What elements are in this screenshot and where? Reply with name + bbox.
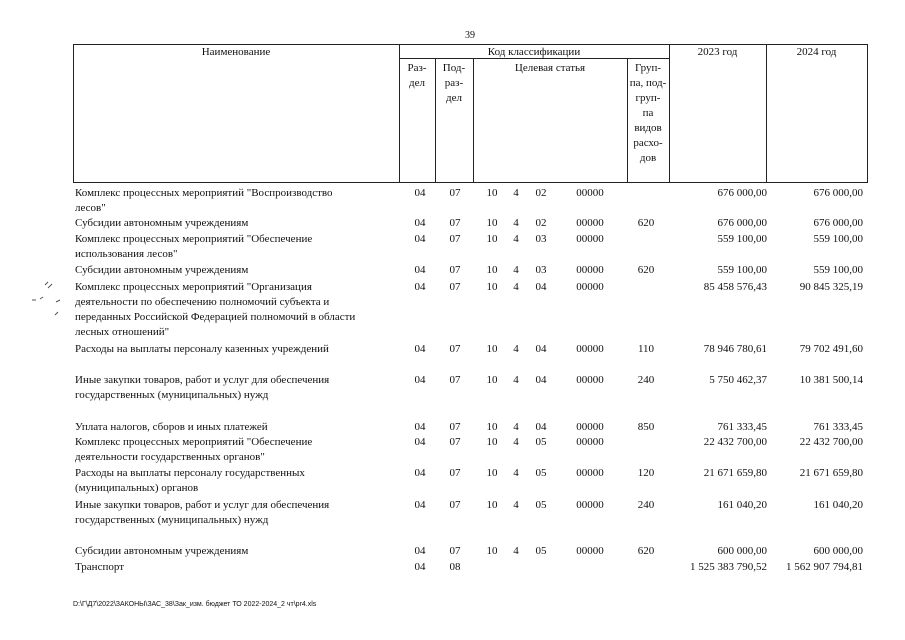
row-cs-code: 00000	[576, 264, 604, 276]
row-group: 620	[637, 264, 655, 276]
row-2024: 600 000,00	[813, 545, 863, 557]
row-podrazdel: 07	[449, 374, 461, 386]
row-cs-item: 05	[535, 499, 547, 511]
row-podrazdel: 07	[449, 421, 461, 433]
row-2023: 676 000,00	[717, 217, 767, 229]
row-2024: 559 100,00	[813, 233, 863, 245]
header-razdel: Раз- дел	[407, 62, 427, 89]
row-cs-type: 4	[513, 264, 519, 276]
row-group: 120	[637, 467, 655, 479]
row-name: Уплата налогов, сборов и иных платежей	[75, 421, 268, 433]
row-group: 620	[637, 217, 655, 229]
row-podrazdel: 07	[449, 187, 461, 199]
header-celevaya: Целевая статья	[514, 62, 586, 74]
row-razdel: 04	[414, 233, 426, 245]
row-razdel: 04	[414, 264, 426, 276]
row-cs-type: 4	[513, 233, 519, 245]
row-cs-item: 02	[535, 187, 547, 199]
row-name: Субсидии автономным учреждениям	[75, 217, 249, 229]
row-razdel: 04	[414, 467, 426, 479]
row-cs-item: 03	[535, 233, 547, 245]
row-cs-item: 04	[535, 281, 547, 293]
row-cs-program: 10	[486, 264, 498, 276]
row-cs-type: 4	[513, 467, 519, 479]
row-2023: 78 946 780,61	[703, 343, 767, 355]
row-cs-code: 00000	[576, 281, 604, 293]
row-podrazdel: 07	[449, 233, 461, 245]
row-cs-item: 04	[535, 343, 547, 355]
header-name: Наименование	[201, 46, 271, 58]
row-2023: 600 000,00	[717, 545, 767, 557]
row-cs-item: 05	[535, 436, 547, 448]
row-podrazdel: 07	[449, 499, 461, 511]
row-cs-program: 10	[486, 436, 498, 448]
row-name: Комплекс процессных мероприятий "Организация деятельности по обеспечению полномочий субъекта и переданных Российской Федерацией полномочий в области лесных отношений"	[75, 281, 356, 338]
header-gruppa: Груп- па, под- груп- па видов расхо- дов	[629, 62, 667, 164]
row-razdel: 04	[414, 421, 426, 433]
row-cs-type: 4	[513, 374, 519, 386]
row-2024: 1 562 907 794,81	[786, 561, 863, 573]
row-cs-program: 10	[486, 467, 498, 479]
row-2023: 1 525 383 790,52	[690, 561, 767, 573]
row-cs-program: 10	[486, 281, 498, 293]
page-number: 39	[465, 30, 475, 41]
row-2023: 559 100,00	[717, 233, 767, 245]
row-group: 620	[637, 545, 655, 557]
row-podrazdel: 07	[449, 545, 461, 557]
row-2023: 761 333,45	[717, 421, 767, 433]
row-2024: 161 040,20	[813, 499, 863, 511]
row-2024: 79 702 491,60	[799, 343, 863, 355]
row-name: Расходы на выплаты персоналу казенных учреждений	[75, 343, 329, 355]
row-cs-type: 4	[513, 436, 519, 448]
row-2023: 21 671 659,80	[703, 467, 767, 479]
row-razdel: 04	[414, 281, 426, 293]
row-name: Транспорт	[75, 561, 125, 573]
row-2023: 559 100,00	[717, 264, 767, 276]
row-2023: 5 750 462,37	[709, 374, 767, 386]
row-2023: 85 458 576,43	[703, 281, 767, 293]
row-cs-item: 03	[535, 264, 547, 276]
row-razdel: 04	[414, 343, 426, 355]
row-group: 240	[637, 499, 655, 511]
row-razdel: 04	[414, 561, 426, 573]
row-cs-type: 4	[513, 217, 519, 229]
row-cs-item: 04	[535, 421, 547, 433]
row-name: Иные закупки товаров, работ и услуг для обеспечения государственных (муниципальных) нужд	[75, 499, 330, 526]
row-razdel: 04	[414, 187, 426, 199]
row-razdel: 04	[414, 217, 426, 229]
row-2024: 559 100,00	[813, 264, 863, 276]
row-2023: 676 000,00	[717, 187, 767, 199]
row-cs-program: 10	[486, 217, 498, 229]
row-name: Субсидии автономным учреждениям	[75, 264, 249, 276]
row-2023: 22 432 700,00	[703, 436, 767, 448]
row-cs-code: 00000	[576, 217, 604, 229]
row-cs-item: 05	[535, 545, 547, 557]
pen-marks	[30, 280, 70, 322]
row-podrazdel: 07	[449, 281, 461, 293]
row-name: Иные закупки товаров, работ и услуг для обеспечения государственных (муниципальных) нужд	[75, 374, 330, 401]
row-podrazdel: 07	[449, 264, 461, 276]
header-2024: 2024 год	[796, 46, 837, 58]
row-2024: 676 000,00	[813, 187, 863, 199]
row-2024: 761 333,45	[813, 421, 863, 433]
row-cs-program: 10	[486, 374, 498, 386]
row-cs-program: 10	[486, 499, 498, 511]
header-code: Код классификации	[487, 46, 581, 58]
row-name: Расходы на выплаты персоналу государственных (муниципальных) органов	[75, 467, 305, 494]
row-razdel: 04	[414, 374, 426, 386]
row-podrazdel: 07	[449, 217, 461, 229]
row-name: Субсидии автономным учреждениям	[75, 545, 249, 557]
row-2024: 90 845 325,19	[799, 281, 863, 293]
row-cs-code: 00000	[576, 421, 604, 433]
row-cs-type: 4	[513, 499, 519, 511]
row-cs-type: 4	[513, 187, 519, 199]
row-razdel: 04	[414, 436, 426, 448]
row-cs-type: 4	[513, 343, 519, 355]
row-razdel: 04	[414, 499, 426, 511]
row-name: Комплекс процессных мероприятий "Обеспечение деятельности государственных органов"	[75, 436, 313, 463]
row-cs-type: 4	[513, 421, 519, 433]
file-path: D:\Г\Д7\2022\ЗАКОНЫ\ЗАС_38\Зак_изм. бюджет ТО 2022-2024_2 чт\pr4.xls	[73, 601, 317, 608]
row-cs-program: 10	[486, 187, 498, 199]
row-2024: 676 000,00	[813, 217, 863, 229]
row-cs-program: 10	[486, 343, 498, 355]
row-cs-program: 10	[486, 421, 498, 433]
row-cs-code: 00000	[576, 436, 604, 448]
row-cs-item: 04	[535, 374, 547, 386]
row-cs-type: 4	[513, 281, 519, 293]
row-podrazdel: 07	[449, 467, 461, 479]
header-podrazdel: Под- раз- дел	[442, 62, 466, 104]
row-group: 110	[637, 343, 655, 355]
row-cs-item: 02	[535, 217, 547, 229]
row-cs-code: 00000	[576, 187, 604, 199]
row-podrazdel: 08	[449, 561, 461, 573]
row-razdel: 04	[414, 545, 426, 557]
row-2024: 21 671 659,80	[799, 467, 863, 479]
row-group: 850	[637, 421, 655, 433]
row-name: Комплекс процессных мероприятий "Воспроизводство лесов"	[75, 187, 333, 214]
row-2023: 161 040,20	[717, 499, 767, 511]
row-cs-code: 00000	[576, 499, 604, 511]
row-name: Комплекс процессных мероприятий "Обеспечение использования лесов"	[75, 233, 313, 260]
row-cs-code: 00000	[576, 374, 604, 386]
row-cs-type: 4	[513, 545, 519, 557]
row-cs-code: 00000	[576, 343, 604, 355]
row-2024: 10 381 500,14	[799, 374, 863, 386]
row-cs-code: 00000	[576, 467, 604, 479]
row-cs-program: 10	[486, 233, 498, 245]
row-cs-program: 10	[486, 545, 498, 557]
row-cs-code: 00000	[576, 233, 604, 245]
row-2024: 22 432 700,00	[799, 436, 863, 448]
header-2023: 2023 год	[697, 46, 738, 58]
row-podrazdel: 07	[449, 343, 461, 355]
row-cs-item: 05	[535, 467, 547, 479]
row-podrazdel: 07	[449, 436, 461, 448]
row-group: 240	[637, 374, 655, 386]
row-cs-code: 00000	[576, 545, 604, 557]
